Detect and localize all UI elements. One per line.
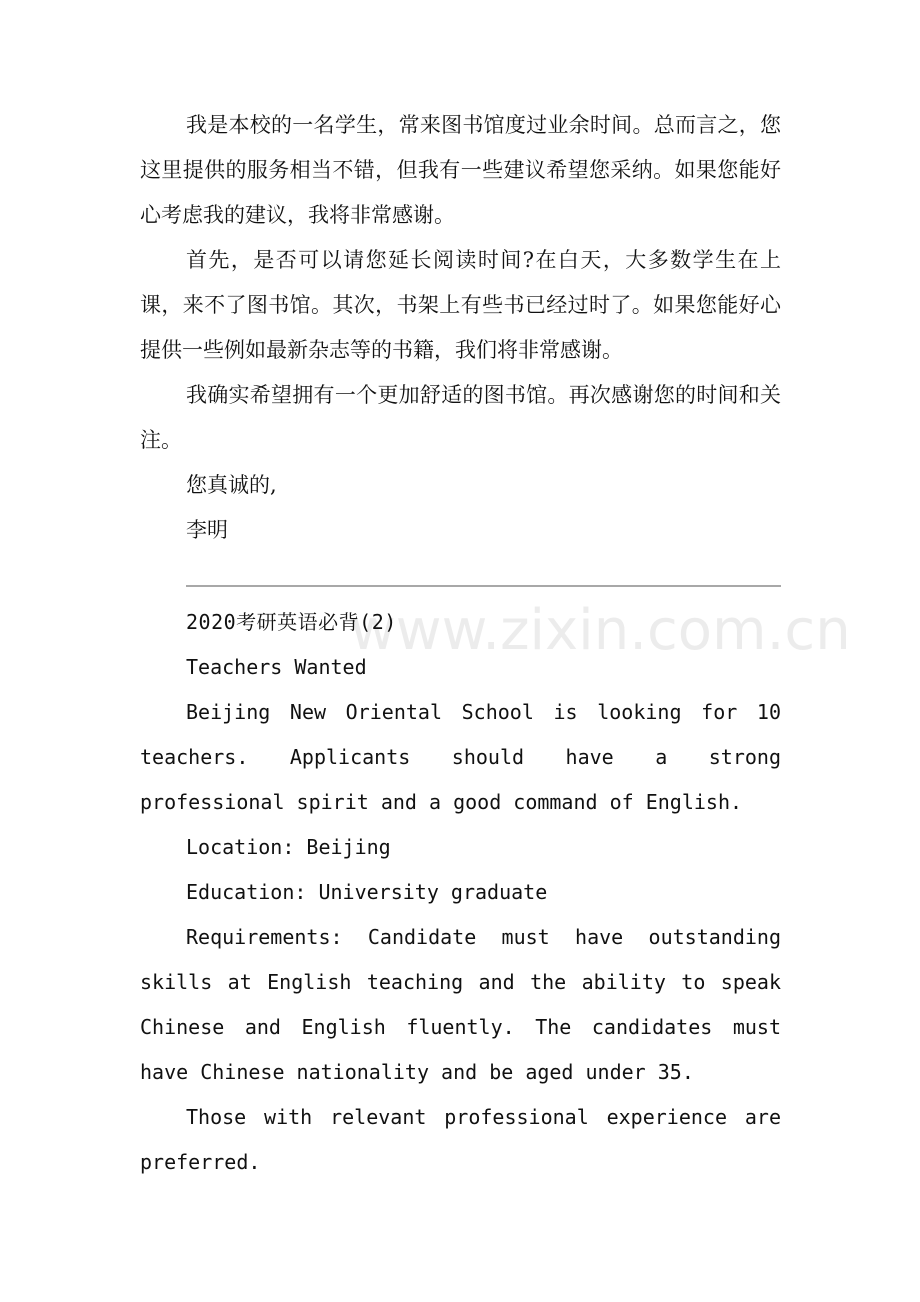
section-divider [186,585,781,587]
letter-closing: 您真诚的, [186,473,277,497]
ad-location: Location: Beijing [186,835,391,859]
watermark: www.zixin.com.cn [350,598,851,663]
letter-signature: 李明 [186,518,228,542]
ad-education: Education: University graduate [186,880,548,904]
ad-preferred: Those with relevant professional experience are preferred. [140,1105,781,1174]
ad-title: Teachers Wanted [186,655,367,679]
letter-paragraph-3: 我确实希望拥有一个更加舒适的图书馆。再次感谢您的时间和关注。 [140,383,781,452]
job-ad-section [140,600,781,1185]
letter-paragraph-1: 我是本校的一名学生，常来图书馆度过业余时间。总而言之，您这里提供的服务相当不错，但我有一些建议希望您采纳。如果您能好心考虑我的建议，我将非常感谢。 [140,113,781,227]
letter-body [140,103,781,553]
letter-paragraph-2: 首先，是否可以请您延长阅读时间?在白天，大多数学生在上课，来不了图书馆。其次，书架上有些书已经过时了。如果您能好心提供一些例如最新杂志等的书籍，我们将非常感谢。 [140,248,781,362]
ad-requirements: Requirements: Candidate must have outstanding skills at English teaching and the ability to speak Chinese and English fluently. The candidates must have Chinese nationality and be aged under 35. [140,925,781,1084]
ad-intro: Beijing New Oriental School is looking for 10 teachers. Applicants should have a strong professional spirit and a good command of English. [140,700,781,814]
section-heading: 2020考研英语必背(2) [186,610,397,634]
